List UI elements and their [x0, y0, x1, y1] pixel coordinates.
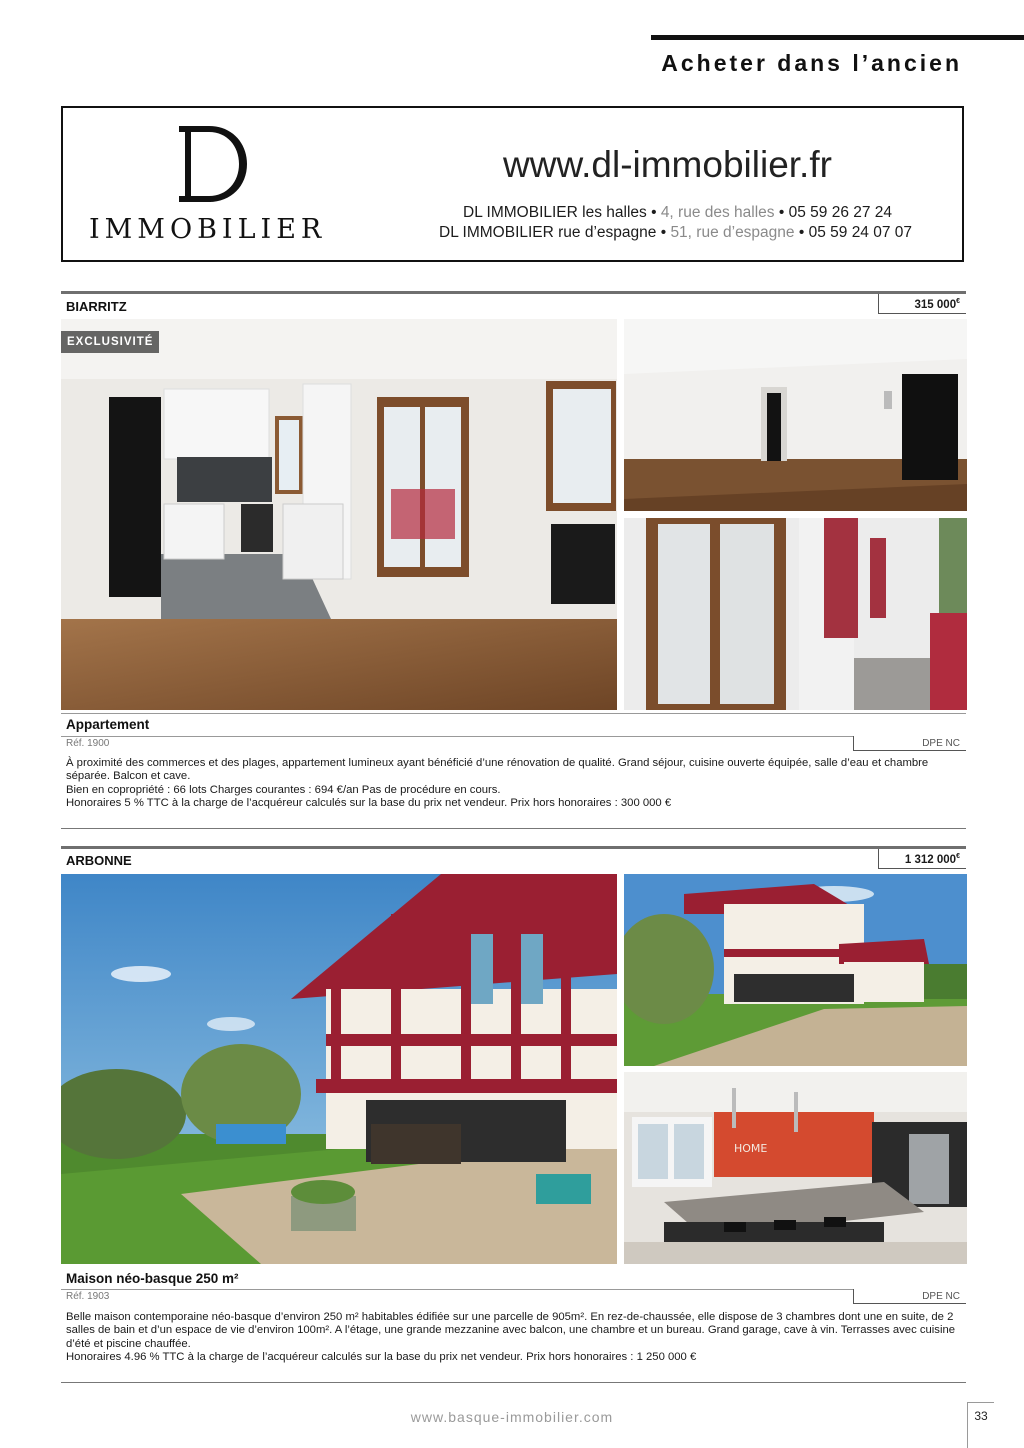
agency-banner — [61, 106, 964, 262]
listing-end-rule — [61, 828, 966, 829]
listing-type: Appartement — [66, 717, 150, 732]
description-paragraph: À proximité des commerces et des plages, appartement lumineux ayant bénéficié d’une rénovation de qualité. Grand séjour, cuisine ouverte équipée, salle d’eau et chambre séparée. Balcon et cave. — [66, 757, 929, 783]
agency-contact-line — [439, 224, 912, 242]
agency-phone[interactable]: 05 59 24 07 07 — [808, 224, 913, 241]
bullet: • — [774, 204, 789, 221]
room-photo-image — [624, 319, 967, 511]
agency-contact-line — [463, 204, 892, 222]
listing-end-rule — [61, 1382, 966, 1383]
page-number: 33 — [967, 1402, 994, 1448]
listing-city: ARBONNE — [66, 853, 132, 868]
listing-city: BIARRITZ — [66, 299, 127, 314]
logo-wordmark: IMMOBILIER — [89, 214, 327, 245]
agency-name: DL IMMOBILIER les halles — [463, 204, 647, 221]
price-currency: € — [956, 298, 960, 305]
garden-photo-image — [624, 874, 967, 1066]
listing-price — [878, 294, 966, 314]
listing-photo-secondary[interactable] — [624, 874, 967, 1066]
listing-photo-secondary[interactable] — [624, 319, 967, 511]
agency-phone[interactable]: 05 59 26 27 24 — [788, 204, 893, 221]
divider — [61, 1289, 853, 1290]
section-title: Acheter dans l’ancien — [661, 50, 962, 76]
dpe-rating: DPE NC — [853, 736, 966, 751]
kitchen-photo-image — [624, 1072, 967, 1264]
price-value: 315 000 — [914, 298, 957, 311]
bullet: • — [646, 204, 661, 221]
listing-reference: Réf. 1900 — [66, 738, 110, 749]
listing-top-rule — [61, 291, 966, 294]
home-wall-sign: HOME — [734, 1142, 768, 1155]
exclusivity-badge: EXCLUSIVITÉ — [61, 331, 159, 353]
price-value: 1 312 000 — [904, 853, 957, 866]
listing-description — [66, 1311, 966, 1365]
header-rule — [651, 35, 1024, 40]
listing-price — [878, 849, 966, 869]
divider — [61, 713, 966, 714]
interior-photo-image — [61, 319, 617, 710]
listing-type: Maison néo-basque 250 m² — [66, 1271, 239, 1286]
description-paragraph: Honoraires 4.96 % TTC à la charge de l’acquéreur calculés sur la base du prix net vendeur. Prix hors honoraires : 1 250 000 € — [66, 1351, 697, 1364]
agency-address: 4, rue des halles — [660, 204, 775, 221]
agency-name: DL IMMOBILIER rue d’espagne — [439, 224, 657, 241]
house-photo-image — [61, 874, 617, 1264]
price-currency: € — [956, 853, 960, 860]
description-paragraph: Belle maison contemporaine néo-basque d’environ 250 m² habitables édifiée sur une parcelle de 905m². En rez-de-chaussée, elle dispose de 3 chambres dont une en suite, de 2 salles de bain et d’un espace de vie d’environ 100m². A l’étage, une grande mezzanine avec balcon, une chambre et un bureau. Grand garage, cave à vin. Terrasses avec cuisine d’été et piscine chauffée. — [66, 1311, 956, 1350]
listing-photo-tertiary[interactable] — [624, 518, 967, 710]
dl-logo-mark — [161, 122, 251, 212]
divider — [61, 736, 853, 737]
listing-photo-main[interactable] — [61, 319, 617, 710]
listing-photo-tertiary[interactable] — [624, 1072, 967, 1264]
balcony-photo-image — [624, 518, 967, 710]
dpe-rating: DPE NC — [853, 1289, 966, 1304]
listing-photo-main[interactable] — [61, 874, 617, 1264]
description-paragraph: Honoraires 5 % TTC à la charge de l’acquéreur calculés sur la base du prix net vendeur. Prix hors honoraires : 300 000 € — [66, 797, 672, 810]
bullet: • — [656, 224, 671, 241]
agency-address: 51, rue d’espagne — [670, 224, 795, 241]
description-paragraph: Bien en copropriété : 66 lots Charges courantes : 694 €/an Pas de procédure en cours. — [66, 783, 501, 796]
listing-top-rule — [61, 846, 966, 849]
bullet: • — [794, 224, 809, 241]
agency-website-link[interactable]: www.dl-immobilier.fr — [503, 144, 832, 185]
listing-reference: Réf. 1903 — [66, 1291, 110, 1302]
listing-description — [66, 757, 966, 811]
footer-website-link[interactable]: www.basque-immobilier.com — [410, 1409, 614, 1425]
